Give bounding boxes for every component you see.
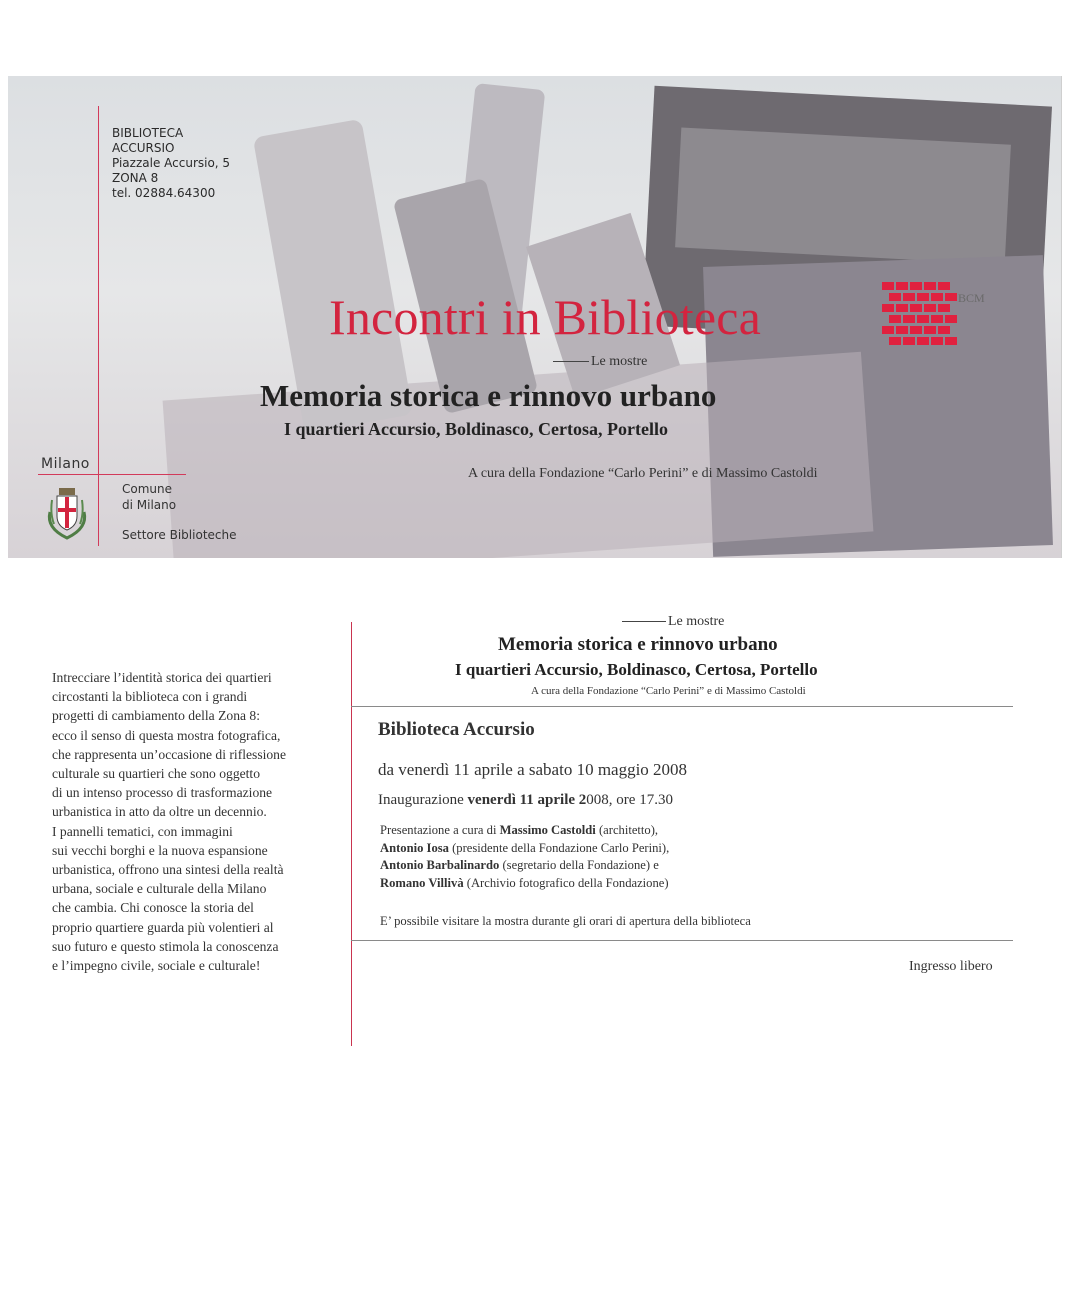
address-line: Piazzale Accursio, 5 <box>112 156 231 170</box>
address-line: ACCURSIO <box>112 141 175 155</box>
section-label <box>553 354 647 370</box>
bcm-logo-icon <box>882 282 962 350</box>
presenter-line <box>380 840 669 858</box>
comune-line: di Milano <box>122 498 177 512</box>
horizontal-rule <box>351 940 1013 941</box>
presenter-line <box>380 822 669 840</box>
exhibition-subtitle: I quartieri Accursio, Boldinasco, Certosa, Portello <box>284 419 668 439</box>
intro-line: progetti di cambiamento della Zona 8: <box>52 708 260 724</box>
horizontal-rule <box>38 474 186 475</box>
free-entry-label: Ingresso libero <box>909 959 993 974</box>
exhibition-credit: A cura della Fondazione “Carlo Perini” e di Massimo Castoldi <box>468 466 818 481</box>
horizontal-rule <box>351 706 1013 707</box>
intro-line: che rappresenta un’occasione di riflessione <box>52 746 287 762</box>
presenter-line <box>380 875 669 893</box>
exhibition-title: Memoria storica e rinnovo urbano <box>498 634 778 655</box>
presenter-line <box>380 857 669 875</box>
presenter-role: (architetto), <box>595 823 659 837</box>
presenter-role: (presidente della Fondazione Carlo Perini), <box>448 840 670 855</box>
inauguration-label: Inaugurazione <box>378 792 464 808</box>
address-line: BIBLIOTECA <box>112 126 184 140</box>
intro-line: urbanistica, offrono una sintesi della realtà <box>52 862 284 878</box>
intro-line: culturale su quartieri che sono oggetto <box>52 766 260 782</box>
presenter-name: Massimo Castoldi <box>499 823 596 837</box>
presentation-credits <box>380 822 669 892</box>
intro-paragraph <box>52 668 342 975</box>
address-line: tel. 02884.64300 <box>112 186 216 200</box>
settore-biblioteche: Settore Biblioteche <box>122 528 237 542</box>
presenter-role: (Archivio fotografico della Fondazione) <box>463 875 669 890</box>
intro-line: che cambia. Chi conosce la storia del <box>52 900 254 916</box>
page-title: Incontri in Biblioteca <box>329 289 762 345</box>
exhibition-credit: A cura della Fondazione “Carlo Perini” e di Massimo Castoldi <box>531 685 806 697</box>
intro-line: suo futuro e questo stimola la conoscenza <box>52 938 279 954</box>
intro-line: Intrecciare l’identità storica dei quartieri <box>52 670 272 685</box>
intro-line: ecco il senso di questa mostra fotografica, <box>52 727 281 743</box>
section-label-text: Le mostre <box>591 354 648 369</box>
address-line: ZONA 8 <box>112 171 159 185</box>
inauguration-time: 008, ore 17.30 <box>586 792 673 808</box>
section-label-text: Le mostre <box>668 614 725 629</box>
intro-line: sui vecchi borghi e la nuova espansione <box>52 842 268 858</box>
inauguration-date: venerdì 11 aprile 2 <box>467 792 587 808</box>
vertical-rule <box>98 106 99 546</box>
comune-di-milano <box>122 481 176 513</box>
presenter-role: (segretario della Fondazione) e <box>499 858 659 872</box>
exhibition-subtitle: I quartieri Accursio, Boldinasco, Certosa, Portello <box>455 660 818 679</box>
presenter-name: Antonio Barbalinardo <box>380 858 500 872</box>
presenter-name: Antonio Iosa <box>380 840 449 855</box>
presenter-prefix: Presentazione a cura di <box>380 823 500 837</box>
inauguration <box>378 792 673 809</box>
intro-line: I pannelli tematici, con immagini <box>52 823 233 839</box>
invitation-card <box>8 76 1062 558</box>
bcm-label: BCM <box>958 291 985 305</box>
exhibition-title: Memoria storica e rinnovo urbano <box>260 378 717 413</box>
milano-crest-icon <box>44 482 90 540</box>
intro-line: e l’impegno civile, sociale e culturale! <box>52 958 261 974</box>
visiting-note: E’ possibile visitare la mostra durante gli orari di apertura della biblioteca <box>380 914 751 928</box>
intro-line: urbanistica in atto da oltre un decennio. <box>52 804 267 820</box>
venue-name: Biblioteca Accursio <box>378 719 535 740</box>
intro-line: circostanti la biblioteca con i grandi <box>52 689 248 705</box>
intro-line: proprio quartiere guarda più volentieri al <box>52 919 274 935</box>
section-label <box>622 614 724 630</box>
intro-line: urbana, sociale e culturale della Milano <box>52 881 267 897</box>
presenter-name: Romano Villivà <box>380 875 464 890</box>
vertical-rule <box>351 622 352 1046</box>
intro-line: di un intenso processo di trasformazione <box>52 785 273 801</box>
comune-line: Comune <box>122 482 173 496</box>
library-address <box>112 126 230 201</box>
exhibition-dates: da venerdì 11 aprile a sabato 10 maggio 2008 <box>378 760 688 779</box>
background-photo-detail <box>675 127 1011 264</box>
milano-label: Milano <box>41 456 90 472</box>
